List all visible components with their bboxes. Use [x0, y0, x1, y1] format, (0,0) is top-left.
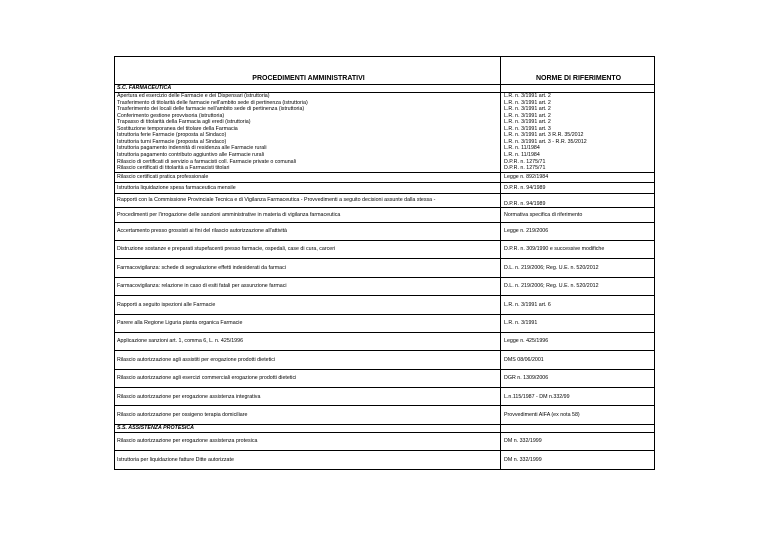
procedure-cell: Conferimento gestione provvisoria (istruttoria) [115, 113, 501, 120]
procedure-cell: Accertamento presso grossisti ai fini del rilascio autorizzazione all'attività [115, 222, 501, 240]
procedures-table [114, 56, 655, 470]
table-row [115, 208, 655, 223]
table-row [115, 183, 655, 194]
procedure-cell: Sostituzione temporanea del titolare della Farmacia [115, 126, 501, 133]
norm-cell: Provvedimenti AIFA (ex nota 58) [501, 406, 655, 424]
table-row [115, 259, 655, 277]
table-row [115, 351, 655, 369]
norm-cell: Normativa specifica di riferimento [501, 208, 655, 223]
table-row [115, 296, 655, 314]
norm-cell: L.R. n. 3/1991 art. 3 - R.R. 35/2012 [501, 139, 655, 146]
norm-cell: D.P.R. n. 1275/71 [501, 158, 655, 165]
norm-cell: DGR n. 1309/2006 [501, 369, 655, 387]
procedure-cell: Istruttoria pagamento contributo aggiuntivo alle Farmacie rurali [115, 152, 501, 159]
table-row [115, 165, 655, 172]
norm-cell: D.P.R. n. 309/1990 e successive modifiche [501, 240, 655, 258]
header-norme: NORME DI RIFERIMENTO [501, 57, 655, 85]
procedure-cell: Trapasso di titolarità della Farmacia agli eredi (istruttoria) [115, 119, 501, 126]
section-title: S.C. FARMACEUTICA [115, 85, 501, 93]
procedure-cell: Apertura ed esercizio delle Farmacie e dei Dispensari (istruttoria) [115, 93, 501, 100]
table-row [115, 222, 655, 240]
table-row [115, 314, 655, 332]
norm-cell: L.R. n. 3/1991 art. 3 R.R. 35/2012 [501, 132, 655, 139]
procedure-cell: Rilascio autorizzazione agli assistiti per erogazione prodotti dietetici [115, 351, 501, 369]
section-header-row [115, 85, 655, 93]
procedure-cell: Rapporti con la Commissione Provinciale Tecnica e di Vigilanza Farmaceutica - Provvedimenti a seguito decisioni assunte dalla stessa - [115, 193, 501, 208]
table-row [115, 93, 655, 100]
section-title-norm-cell [501, 85, 655, 93]
table-row [115, 172, 655, 183]
procedure-cell: Istruttoria turni Farmacie (proposta al Sindaco) [115, 139, 501, 146]
norm-cell: D.P.R. n. 94/1989 [501, 183, 655, 194]
procedure-cell: Istruttoria pagamento indennità di residenza alle Farmacie rurali [115, 145, 501, 152]
table-header-row [115, 57, 655, 85]
procedure-cell: Rilascio certificati di titolarità a Farmacisti titolari [115, 165, 501, 172]
table-row [115, 240, 655, 258]
procedure-cell: Istruttoria ferie Farmacie (proposta al Sindaco) [115, 132, 501, 139]
table-row [115, 369, 655, 387]
procedure-cell: Procedimenti per l'irrogazione delle sanzioni amministrative in materia di vigilanza farmaceutica [115, 208, 501, 223]
norm-cell: D.L. n. 219/2006; Reg. U.E. n. 520/2012 [501, 277, 655, 295]
procedure-cell: Applicazione sanzioni art. 1, comma 6, L. n. 425/1996 [115, 332, 501, 350]
procedure-cell: Rilascio certificati pratica professionale [115, 172, 501, 183]
procedure-cell: Parere alla Regione Liguria pianta organica Farmacie [115, 314, 501, 332]
norm-cell: L.R. n. 3/1991 [501, 314, 655, 332]
norm-cell: L.R. n. 3/1991 art. 2 [501, 100, 655, 107]
procedures-table-sheet [114, 56, 654, 470]
norm-cell: D.P.R. n. 1275/71 [501, 165, 655, 172]
norm-cell: L.n.115/1987 - DM n.332/99 [501, 388, 655, 406]
norm-cell: L.R. n. 3/1991 art. 2 [501, 106, 655, 113]
norm-cell: D.P.R. n. 94/1989 [501, 193, 655, 208]
procedure-cell: Rilascio autorizzazione agli esercizi commerciali erogazione prodotti dietetici [115, 369, 501, 387]
procedure-cell: Rilascio autorizzazione per ossigeno terapia domiciliare [115, 406, 501, 424]
table-row [115, 451, 655, 469]
procedure-cell: Farmacovigilanza: schede di segnalazione effetti indesiderati da farmaci [115, 259, 501, 277]
norm-cell: L.R. n. 3/1991 art. 2 [501, 119, 655, 126]
procedure-cell: Istruttoria liquidazione spesa farmaceutica mensile [115, 183, 501, 194]
norm-cell: L.R. n. 11/1984 [501, 145, 655, 152]
procedure-cell: Rilascio autorizzazione per erogazione assistenza protesica [115, 432, 501, 450]
table-row [115, 388, 655, 406]
procedure-cell: Trasferimento dei locali delle farmacie nell'ambito sede di pertinenza (istruttoria) [115, 106, 501, 113]
norm-cell: Legge n. 892/1984 [501, 172, 655, 183]
procedure-cell: Rilascio autorizzazione per erogazione assistenza integrativa [115, 388, 501, 406]
procedure-cell: Distruzione sostanze e preparati stupefacenti presso farmacie, ospedali, case di cura, carceri [115, 240, 501, 258]
procedures-table-body [115, 57, 655, 470]
norm-cell: D.L. n. 219/2006; Reg. U.E. n. 520/2012 [501, 259, 655, 277]
procedure-cell: Istruttoria per liquidazione fatture Ditte autorizzate [115, 451, 501, 469]
norm-cell: L.R. n. 3/1991 art. 6 [501, 296, 655, 314]
norm-cell: DM n. 332/1999 [501, 451, 655, 469]
procedure-cell: Rilascio di certificati di servizio a farmacisti coll. Farmacie private o comunali [115, 158, 501, 165]
norm-cell: DMS 08/06/2001 [501, 351, 655, 369]
norm-cell: L.R. n. 3/1991 art. 2 [501, 113, 655, 120]
table-row [115, 193, 655, 208]
procedure-cell: Trasferimento di titolarità delle farmacie nell'ambito sede di pertinenza (istruttoria) [115, 100, 501, 107]
section-title-norm-cell [501, 424, 655, 432]
table-row [115, 277, 655, 295]
procedure-cell: Farmacovigilanza: relazione in caso di esiti fatali per assunzione farmaci [115, 277, 501, 295]
table-row [115, 406, 655, 424]
norm-cell: DM n. 332/1999 [501, 432, 655, 450]
norm-cell: Legge n. 425/1996 [501, 332, 655, 350]
header-procedimenti: PROCEDIMENTI AMMINISTRATIVI [115, 57, 501, 85]
norm-cell: L.R. n. 11/1984 [501, 152, 655, 159]
table-row [115, 432, 655, 450]
section-header-row [115, 424, 655, 432]
section-title: S.S. ASSISTENZA PROTESICA [115, 424, 501, 432]
norm-cell: L.R. n. 3/1991 art. 3 [501, 126, 655, 133]
procedure-cell: Rapporti a seguito ispezioni alle Farmacie [115, 296, 501, 314]
norm-cell: L.R. n. 3/1991 art. 2 [501, 93, 655, 100]
norm-cell: Legge n. 219/2006 [501, 222, 655, 240]
table-row [115, 332, 655, 350]
